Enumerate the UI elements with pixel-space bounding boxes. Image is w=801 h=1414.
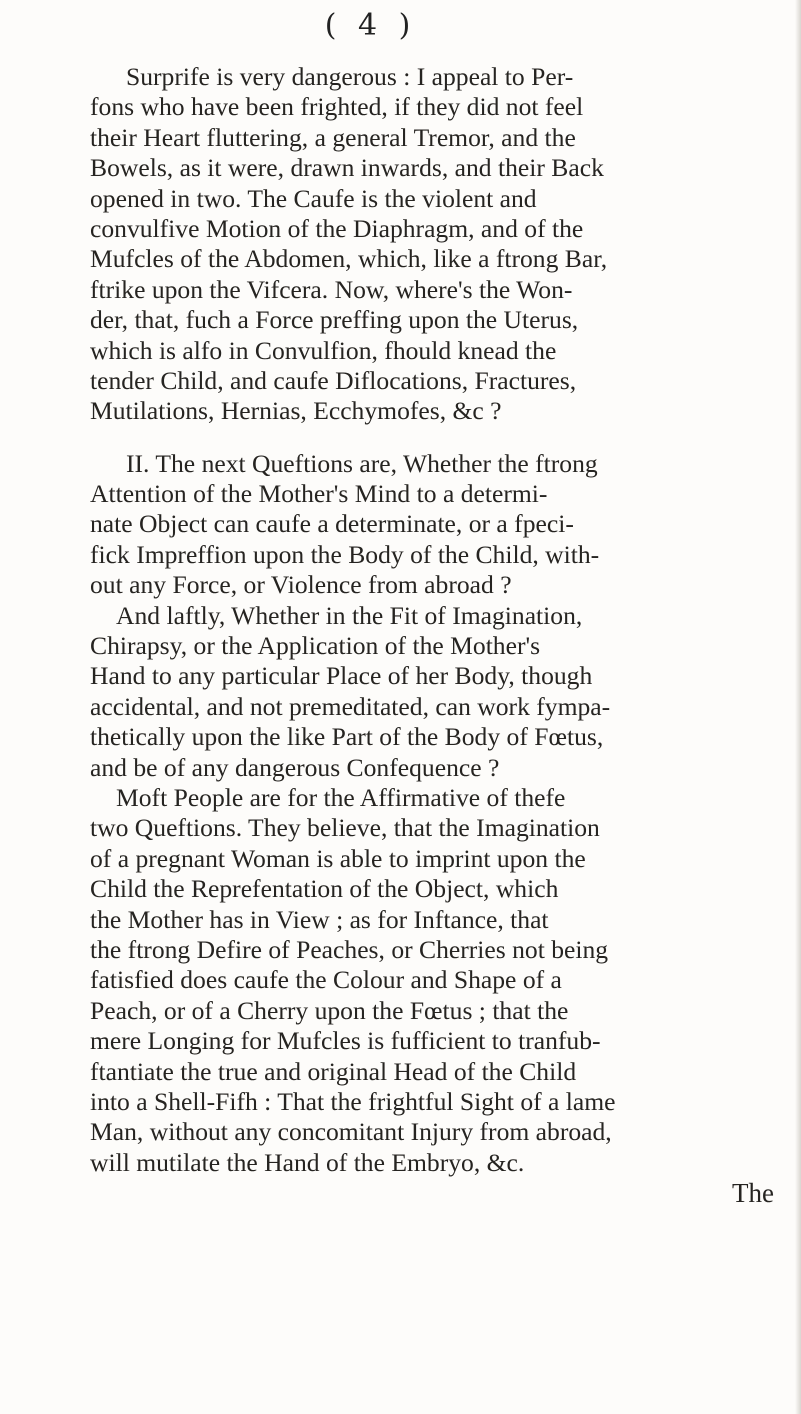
text-line: two Queftions. They believe, that the Imagination xyxy=(90,813,600,843)
paragraph-p3 xyxy=(90,783,798,1178)
page-number: ( 4 ) xyxy=(324,8,417,43)
text-line: Hand to any particular Place of her Body, though xyxy=(90,661,593,691)
text-line: accidental, and not premeditated, can work fympa- xyxy=(90,691,611,721)
catchword: The xyxy=(732,1178,774,1209)
text-line: nate Object can caufe a determinate, or a fpeci- xyxy=(90,509,574,539)
text-line: Chirapsy, or the Application of the Mother's xyxy=(90,631,541,661)
text-line: opened in two. The Caufe is the violent and xyxy=(90,183,537,213)
paragraph-p2 xyxy=(90,449,798,783)
text-line: their Heart fluttering, a general Tremor, and the xyxy=(90,122,576,152)
text-line: fons who have been frighted, if they did not feel xyxy=(90,92,584,122)
text-line: thetically upon the like Part of the Body of Fœtus, xyxy=(90,722,604,752)
text-line: of a pregnant Woman is able to imprint upon the xyxy=(90,843,586,873)
text-line: fick Impreffion upon the Body of the Child, with- xyxy=(90,539,600,569)
text-line: Man, without any concomitant Injury from abroad, xyxy=(90,1117,612,1147)
text-line: Attention of the Mother's Mind to a determi- xyxy=(90,479,548,509)
text-line: Surprife is very dangerous : I appeal to Per- xyxy=(126,62,574,91)
text-line: Bowels, as it were, drawn inwards, and their Back xyxy=(90,153,604,183)
text-line: Child the Reprefentation of the Object, which xyxy=(90,874,559,904)
text-line: the Mother has in View ; as for Inftance, that xyxy=(90,904,549,934)
text-line: out any Force, or Violence from abroad ? xyxy=(90,570,512,600)
text-line: which is alfo in Convulfion, fhould knead the xyxy=(90,335,557,365)
text-line: Mutilations, Hernias, Ecchymofes, &c ? xyxy=(90,396,502,426)
page-edge-shadow xyxy=(795,0,801,1414)
text-line: And laftly, Whether in the Fit of Imagination, xyxy=(116,600,583,630)
text-line: the ftrong Defire of Peaches, or Cherries not being xyxy=(90,934,609,964)
text-line: Moft People are for the Affirmative of thefe xyxy=(116,782,566,812)
text-line: convulfive Motion of the Diaphragm, and of the xyxy=(90,213,584,243)
body-text xyxy=(90,62,798,1208)
text-line: mere Longing for Mufcles is fufficient to tranfub- xyxy=(90,1026,601,1056)
text-line: ftantiate the true and original Head of the Child xyxy=(90,1056,577,1086)
text-line: will mutilate the Hand of the Embryo, &c. xyxy=(90,1147,525,1177)
text-line: into a Shell-Fifh : That the frightful Sight of a lame xyxy=(90,1086,616,1116)
text-line: Peach, or of a Cherry upon the Fœtus ; that the xyxy=(90,995,569,1025)
text-line: der, that, fuch a Force preffing upon the Uterus, xyxy=(90,305,579,335)
text-line: ftrike upon the Vifcera. Now, where's the Won- xyxy=(90,274,573,304)
text-line: Mufcles of the Abdomen, which, like a ftrong Bar, xyxy=(90,244,608,274)
text-line: fatisfied does caufe the Colour and Shape of a xyxy=(90,965,562,995)
text-line: II. The next Queftions are, Whether the ftrong xyxy=(126,448,598,478)
paragraph-gap xyxy=(90,427,798,449)
text-line: tender Child, and caufe Diflocations, Fractures, xyxy=(90,365,577,395)
text-line: and be of any dangerous Confequence ? xyxy=(90,752,500,782)
paragraph-p1 xyxy=(90,62,798,427)
